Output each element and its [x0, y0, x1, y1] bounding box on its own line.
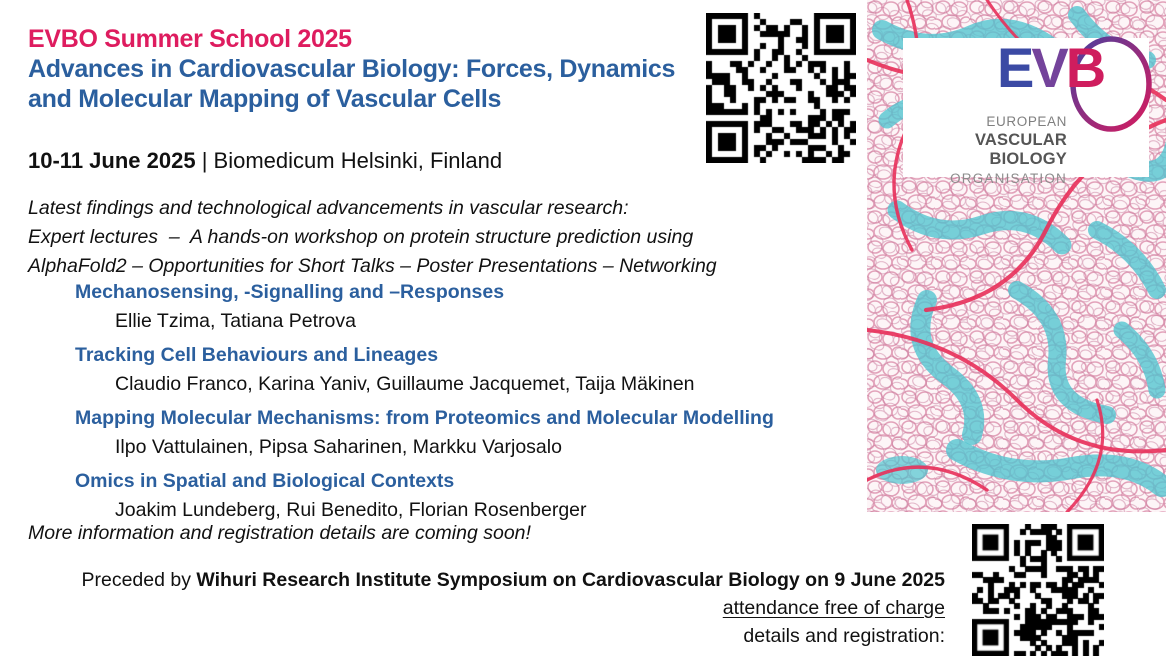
- headline-block: [28, 24, 675, 114]
- more-info-note: More information and registration details are coming soon!: [28, 522, 531, 544]
- preceded-line: [15, 566, 945, 594]
- evbo-letter-e: E: [997, 36, 1032, 99]
- date-separator: |: [201, 148, 208, 173]
- evbo-org-line3: ORGANISATION: [950, 171, 1067, 186]
- session-title: Omics in Spatial and Biological Contexts: [75, 470, 455, 492]
- qr-code-top: [706, 13, 856, 163]
- intro-line: Latest findings and technological advancements in vascular research:: [28, 197, 629, 219]
- registration-note: details and registration:: [743, 625, 945, 647]
- evbo-letter-v: V: [1031, 36, 1066, 99]
- evbo-acronym: [997, 38, 1103, 98]
- session-speakers: Ellie Tzima, Tatiana Petrova: [115, 310, 356, 332]
- session-item: [75, 343, 774, 396]
- session-title: Mapping Molecular Mechanisms: from Proteomics and Molecular Modelling: [75, 407, 774, 429]
- session-item: [75, 406, 774, 459]
- session-item: [75, 280, 774, 333]
- preceded-prefix: Preceded by: [81, 569, 191, 591]
- event-title: EVBO Summer School 2025: [28, 25, 352, 53]
- session-speakers: Ilpo Vattulainen, Pipsa Saharinen, Markku Varjosalo: [115, 436, 562, 458]
- date-venue-line: [28, 148, 502, 174]
- intro-paragraph: [28, 194, 717, 281]
- event-venue: Biomedicum Helsinki, Finland: [213, 148, 503, 173]
- intro-line: AlphaFold2 – Opportunities for Short Talks – Poster Presentations – Networking: [28, 255, 717, 277]
- session-title: Mechanosensing, -Signalling and –Responses: [75, 281, 505, 303]
- preceded-symposium: Wihuri Research Institute Symposium on Cardiovascular Biology on 9 June 2025: [196, 569, 945, 591]
- event-subtitle-line1: Advances in Cardiovascular Biology: Forces, Dynamics: [28, 55, 676, 83]
- evbo-letter-b: B: [1065, 36, 1104, 99]
- attendance-note: attendance free of charge: [722, 597, 945, 619]
- session-item: [75, 469, 774, 522]
- session-speakers: Claudio Franco, Karina Yaniv, Guillaume Jacquemet, Taija Mäkinen: [115, 373, 695, 395]
- event-date: 10-11 June 2025: [28, 148, 196, 173]
- evbo-org-line2: VASCULAR BIOLOGY: [974, 131, 1067, 168]
- session-title: Tracking Cell Behaviours and Lineages: [75, 344, 439, 366]
- qr-code-bottom: [972, 524, 1104, 656]
- session-speakers: Joakim Lundeberg, Rui Benedito, Florian Rosenberger: [115, 499, 587, 521]
- evbo-logo: [903, 36, 1149, 186]
- session-list: [75, 280, 774, 532]
- evbo-org-line1: EUROPEAN: [986, 114, 1067, 129]
- intro-line: Expert lectures – A hands-on workshop on protein structure prediction using: [28, 226, 694, 248]
- evbo-org-name: [903, 112, 1067, 188]
- preceded-block: [15, 566, 945, 650]
- event-subtitle-line2: and Molecular Mapping of Vascular Cells: [28, 85, 502, 113]
